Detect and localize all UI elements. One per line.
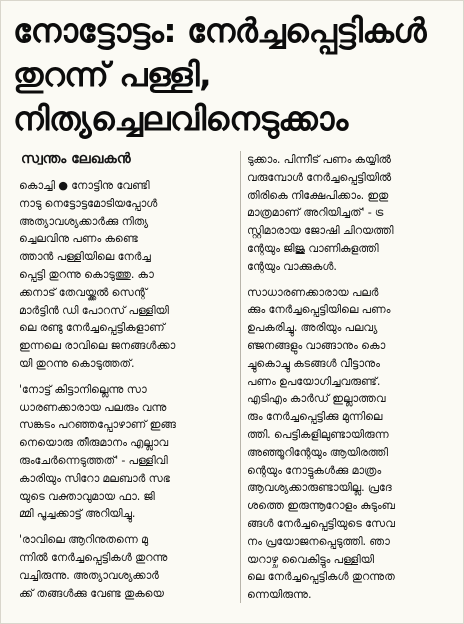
article-line: ശത്തെ ഇരുന്നൂറോളം കുടുംബ: [247, 499, 395, 513]
article-line: 'നോട്ട് കിട്ടാനില്ലെന്നു സാ: [19, 382, 147, 396]
headline-line: തുറന്ന് പള്ളി,: [13, 55, 212, 94]
article-line: പണം ഉപയോഗിച്ചവരുണ്ട്.: [247, 374, 381, 388]
article-line: സങ്കടം പറഞ്ഞപ്പോഴാണ് ഇങ്ങ: [19, 418, 176, 432]
article-line: രുംചേർന്നെടുത്തത്' - പള്ളിവി: [19, 453, 168, 467]
article-paragraph: [19, 177, 235, 373]
article-line: ങ്ങൾ നേർച്ചപ്പെട്ടിയുടെ സേവ: [247, 516, 395, 530]
article-line: 'രാവിലെ ആറിനുതന്നെ മു: [19, 533, 148, 547]
article-line: നെയൊരു തീരുമാനം എല്ലാവ: [19, 436, 169, 450]
article-line: ന്റേയും വാക്കുകൾ.: [247, 259, 337, 273]
article-line: ക്കനാട് തേവയ്ക്കൽ സെന്റ്: [19, 285, 147, 299]
article-line: ന്റെയും നോട്ടുകൾക്കു മാത്രം: [247, 463, 382, 477]
article-line: അത്യാവശ്യക്കാർക്കു നിത്യ: [19, 214, 148, 228]
left-column: [19, 177, 235, 602]
headline-line: നിത്യച്ചെലവിനെടുക്കാം: [13, 99, 348, 138]
article-line: നാടു നെട്ടോട്ടമോടിയപ്പോൾ: [19, 196, 158, 210]
article-line: യറാഴ്ച വൈകിട്ടും പള്ളിയി: [247, 552, 374, 566]
article-line: സ്റ്റിമാരായ ജോഷി ചിറയത്തി: [247, 224, 394, 238]
article-line: ഉപകരിച്ചു. അരിയും പലവ്യ: [247, 321, 378, 335]
article-line: ന്നെയിരുന്നു.: [247, 588, 312, 602]
article-line: പ്പെട്ടി തുറന്നു കൊടുത്തു. കാ: [19, 267, 154, 281]
article-line: ച്ചെലവിനു പണം കണ്ടെ: [19, 232, 138, 246]
article-line: മാർട്ടിൻ ഡി പോറസ് പള്ളിയി: [19, 303, 169, 317]
article-paragraph: [19, 531, 235, 602]
article-line: എടിഎം കാർഡ് ഇല്ലാത്തവ: [247, 392, 386, 406]
headline-line: നോട്ടോട്ടം: നേർച്ചപ്പെട്ടികൾ: [13, 11, 427, 50]
article-line: ത്തി. പെട്ടികളിലുണ്ടായിരുന്ന: [247, 427, 389, 441]
column-divider: [240, 151, 241, 603]
article-line: ആവശ്യക്കാരുണ്ടായില്ല. പ്രദേ: [247, 481, 392, 495]
headline: [13, 9, 453, 141]
article-line: ന്നിൽ നേർച്ചപ്പെട്ടികൾ തുറന്നു: [19, 550, 168, 564]
article-line: ക്കും നേർച്ചപ്പെട്ടിയിലെ പണം: [247, 303, 391, 317]
article-line: ത്താൻ പള്ളിയിലെ നേർച്ച: [19, 250, 151, 264]
right-column: [247, 151, 453, 604]
byline: സ്വന്തം ലേഖകൻ: [21, 151, 131, 167]
article-line: രും നേർച്ചപ്പെട്ടിക്കു മുന്നിലെ: [247, 410, 383, 424]
article-line: മ്മി പൂച്ചക്കാട്ട് അറിയിച്ചു.: [19, 507, 136, 521]
article-paragraph: [19, 381, 235, 523]
article-line: അഞ്ഞൂറിന്റേയും ആയിരത്തി: [247, 445, 388, 459]
article-line: യുടെ വക്താവുമായ ഫാ. ജി: [19, 489, 155, 503]
article-line: ക്ക് തങ്ങൾക്കു വേണ്ട തുകയെ: [19, 586, 164, 600]
article-line: കൊച്ചി ● നോട്ടിനു വേണ്ടി: [19, 179, 150, 192]
article-line: ഇന്നലെ രാവിലെ ജനങ്ങൾക്കാ: [19, 339, 176, 353]
article-line: യി തുറന്നു കൊടുത്തത്.: [19, 356, 135, 370]
article-line: ധാരണക്കാരായ പലരും വന്നു: [19, 400, 167, 414]
article-line: സാധാരണക്കാരായ പലർ: [247, 285, 379, 299]
article-line: ടുക്കാം. പിന്നീട് പണം കയ്യിൽ: [247, 153, 391, 166]
article-line: ലെ രണ്ടു നേർച്ചപ്പെട്ടികളാണ്: [19, 321, 165, 335]
article-paragraph: [247, 151, 453, 276]
article-line: ലെ നേർച്ചപ്പെട്ടികൾ തുറന്നുത: [247, 570, 395, 584]
article-line: തിരികെ നിക്ഷേപിക്കാം. ഇതു: [247, 188, 389, 202]
article-line: ഞ്ജനങ്ങളും വാങ്ങാനും കൊ: [247, 338, 386, 352]
article-line: വച്ചിരുന്നു. അത്യാവശ്യക്കാർ: [19, 568, 159, 582]
article-paragraph: [247, 284, 453, 604]
article-line: ന്റേയും ജിജു വാണികുളത്തി: [247, 241, 379, 255]
article-line: ച്ചുകൊച്ചു കടങ്ങൾ വീട്ടാനും: [247, 356, 380, 370]
article-line: വരുമ്പോൾ നേർച്ചപ്പെട്ടിയിൽ: [247, 170, 392, 184]
article-line: മാത്രമാണ് അറിയിച്ചത്' - ട്ര: [247, 206, 384, 220]
article-line: കാരിയും സിറോ മലബാർ സഭ: [19, 471, 170, 485]
article-line: നം പ്രയോജനപ്പെടുത്തി. ഞാ: [247, 534, 390, 548]
